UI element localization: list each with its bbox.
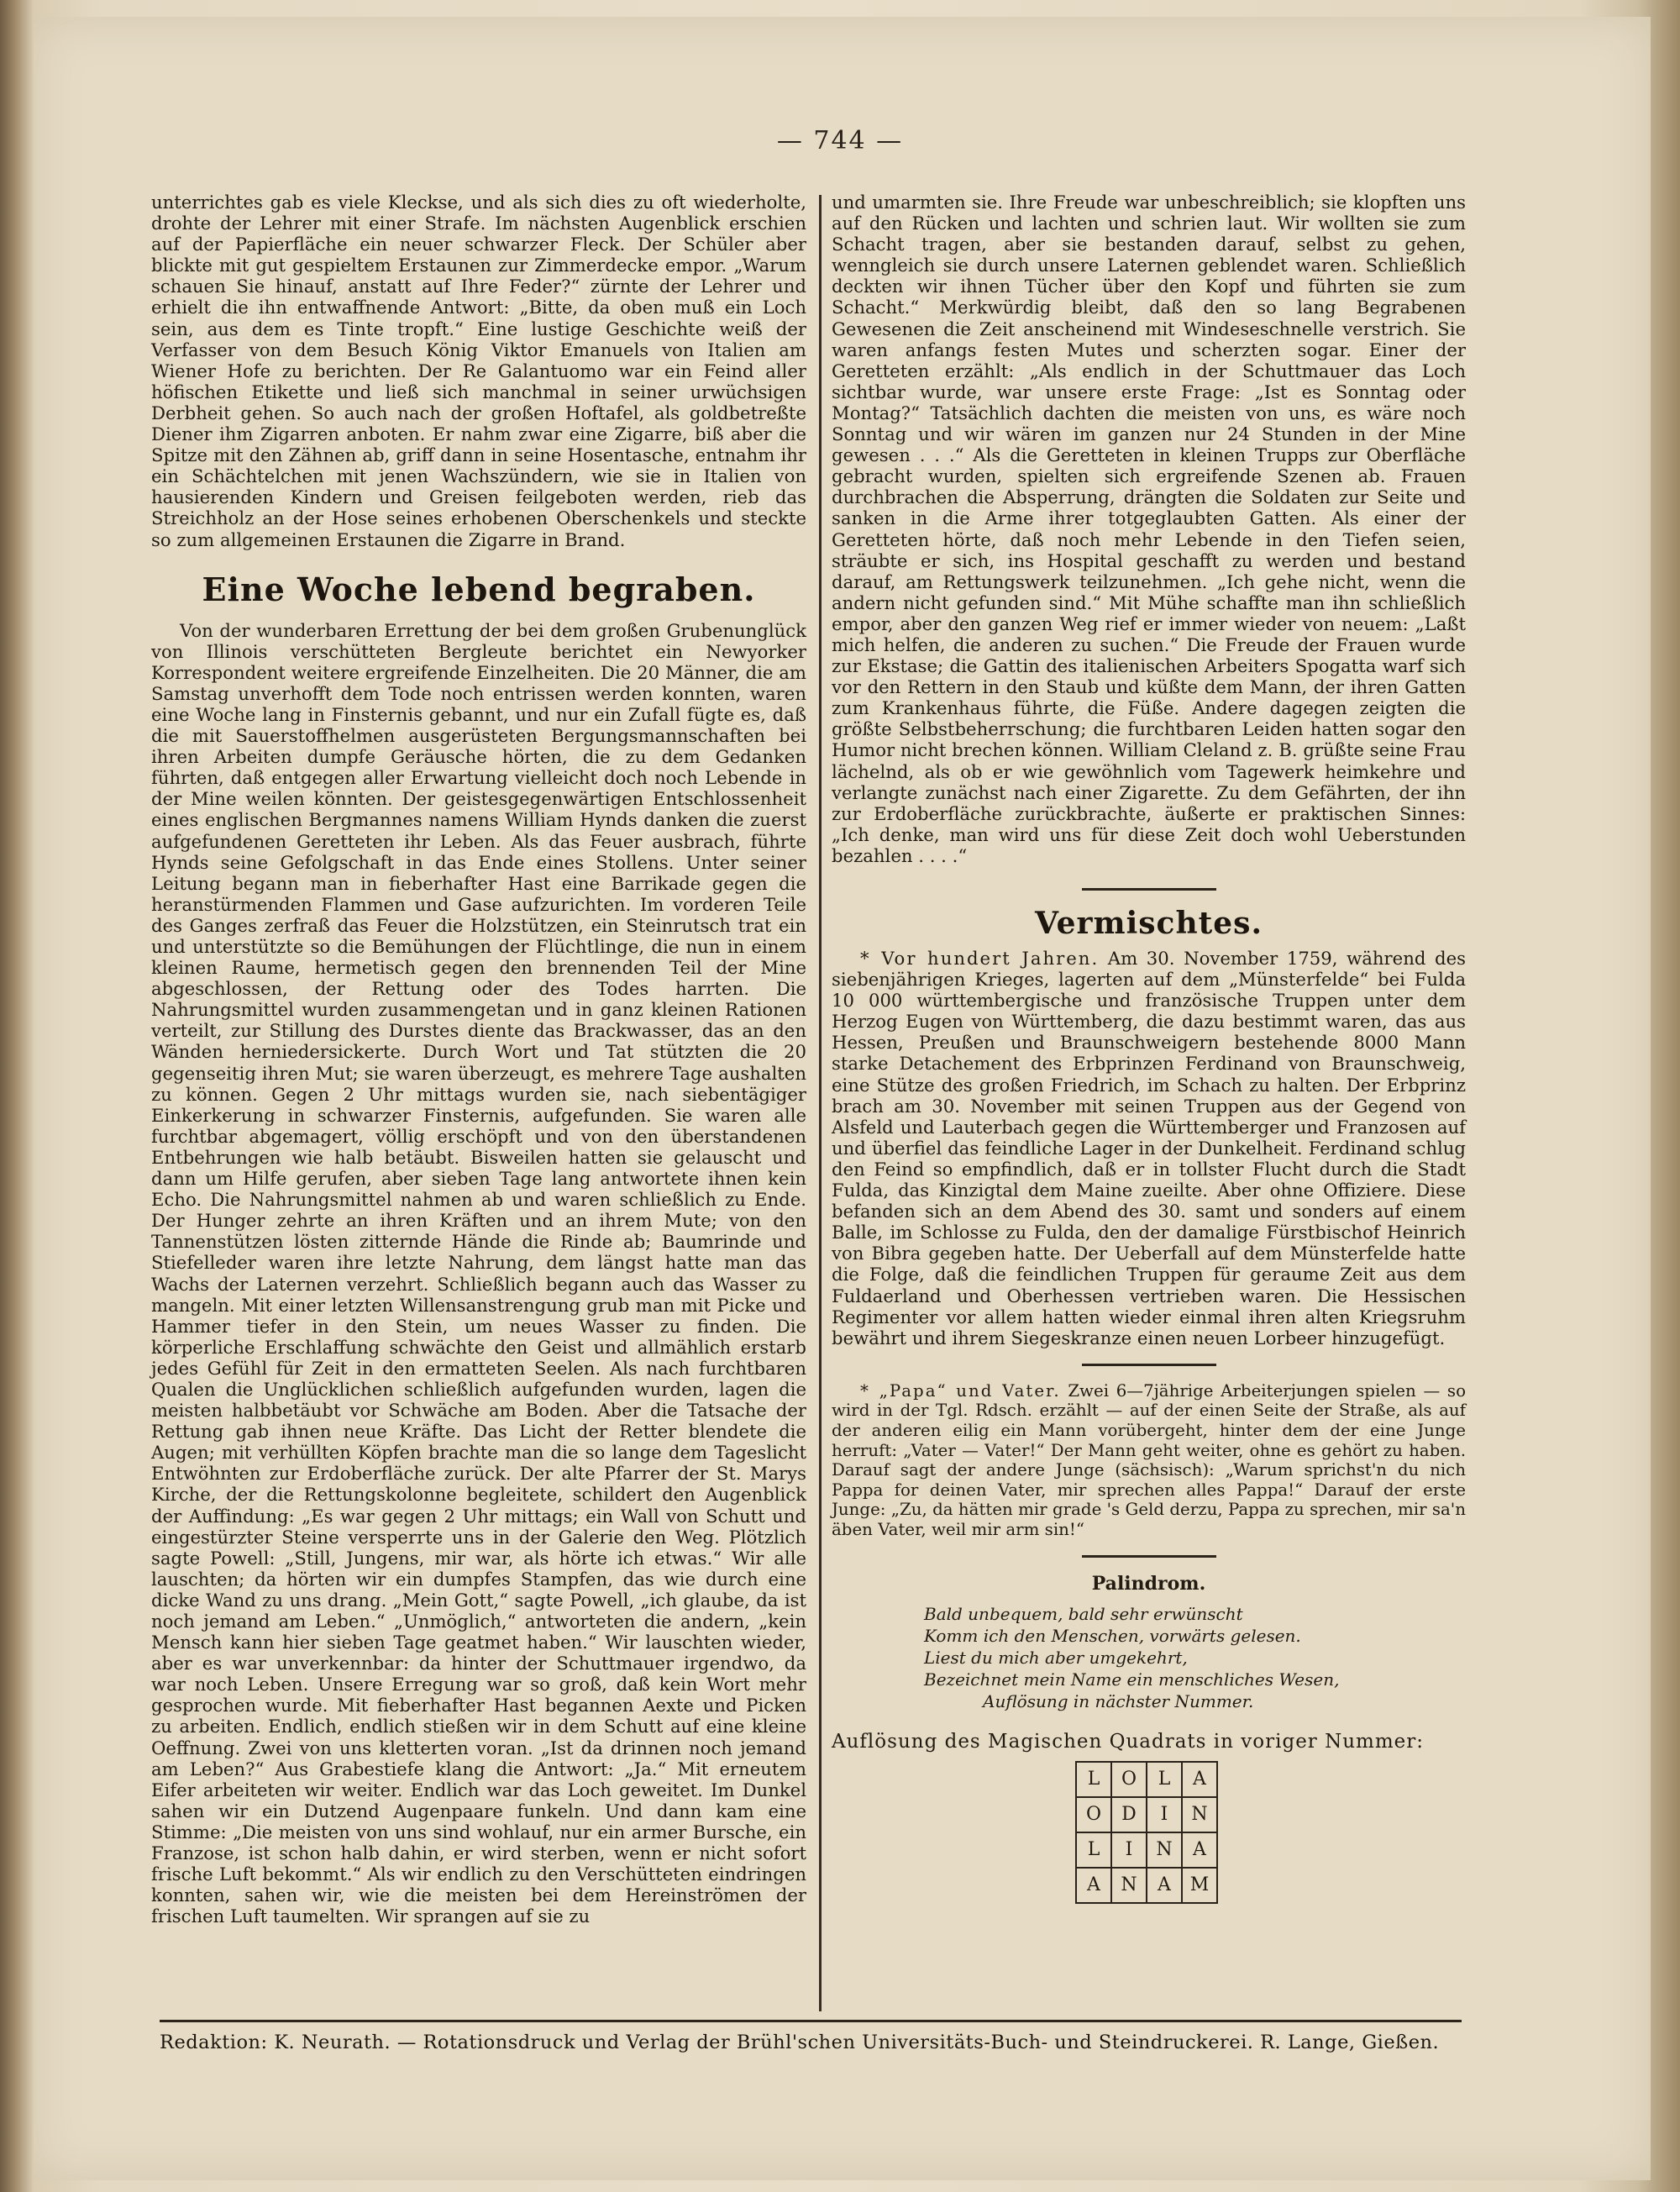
- palindrom-title: Palindrom.: [1091, 1572, 1206, 1595]
- square-cell: D: [1111, 1797, 1147, 1832]
- square-cell: L: [1147, 1762, 1182, 1797]
- poem-line: Bezeichnet mein Name ein menschliches Wesen,: [924, 1669, 1340, 1690]
- square-cell: O: [1111, 1762, 1147, 1797]
- right-column: [832, 192, 1466, 1904]
- square-cell: O: [1076, 1797, 1111, 1832]
- square-row: [1076, 1868, 1217, 1903]
- section-title-miscellany: Vermischtes.: [1035, 906, 1263, 941]
- square-cell: N: [1111, 1868, 1147, 1903]
- square-cell: A: [1182, 1832, 1217, 1868]
- square-cell: M: [1182, 1868, 1217, 1903]
- column-divider: [819, 195, 822, 2011]
- article-title-buried: Eine Woche lebend begraben.: [202, 570, 756, 608]
- article-body-buried: Von der wunderbaren Errettung der bei dem großen Grubenunglück von Illinois verschütteten Bergleute berichtet ein Newyorker Korrespondent weitere ergreifende Einzelheiten. Die 20 Männer, die am Samstag unverhofft dem Tode noch entrissen werden konnten, waren eine Woche lang in Finsternis gebannt, und nur ein Zufall fügte es, daß die mit Sauerstoffhelmen ausgerüsteten Bergungsmannschaften bei ihren Arbeiten dumpfe Geräusche hörten, die zu dem Gedanken führten, daß entgegen aller Erwartung vielleicht doch noch Lebende in der Mine weilen könnten. Der geistesgegenwärtigen Entschlossenheit eines englischen Bergmannes namens William Hynds danken die zuerst aufgefundenen Geretteten ihr Leben. Als das Feuer ausbrach, führte Hynds seine Gefolgschaft in das Ende eines Stollens. Unter seiner Leitung begann man in fieberhafter Hast eine Barrikade gegen die heranstürmenden Flammen und Gase aufzurichten. Im vorderen Teile des Ganges zerfraß das Feuer die Holzstützen, ein Steinrutsch trat ein und unterstützte so die Bemühungen der Flüchtlinge, die nun in einem kleinen Raume, hermetisch gegen den brennenden Teil der Mine abgeschlossen, der Rettung oder des Todes harrten. Die Nahrungsmittel wurden zusammengetan und in ganz kleinen Rationen verteilt, zur Stillung des Durstes diente das Brackwasser, das an den Wänden herniedersickerte. Durch Wort und Tat stützten die 20 gegenseitig ihren Mut; sie waren überzeugt, es mehrere Tage aushalten zu können. Gegen 2 Uhr mittags wurden sie, nach siebentägiger Einkerkerung in schwarzer Finsternis, aufgefunden. Sie waren alle furchtbar abgemagert, völlig erschöpft und von den überstandenen Entbehrungen wie halb betäubt. Bisweilen hatten sie gelauscht und dann um Hilfe gerufen, aber sieben Tage lang antwortete ihnen kein Echo. Die Nahrungsmittel nahmen ab und waren schließlich zu Ende. Der Hunger zehrte an ihren Kräften und an ihrem Mute; von den Tannenstützen lösten zitternde Hände die Rinde ab; Baumrinde und Stiefelleder waren ihre letzte Nahrung, dem längst hatte man das Wachs der Laternen verzehrt. Schließlich begann auch das Wasser zu mangeln. Mit einer letzten Willensanstrengung grub man mit Picke und Hammer tiefer in den Stein, um neues Wasser zu finden. Die körperliche Erschlaffung schwächte den Geist und allmählich erstarb jedes Gefühl für Zeit in den ermatteten Seelen. Als nach furchtbaren Qualen die Unglücklichen schließlich aufgefunden wurden, lagen die meisten halbbetäubt vor Schwäche am Boden. Aber die Tatsache der Rettung gab ihnen neue Kräfte. Das Licht der Retter blendete die Augen; mit verhüllten Köpfen brachte man die so lange dem Tageslicht Entwöhnten zur Erdoberfläche zurück. Der alte Pfarrer der St. Marys Kirche, der die Rettungskolonne begleitete, schildert den Augenblick der Auffindung: „Es war gegen 2 Uhr mittags; ein Wall von Schutt und eingestürzter Steine versperrte uns in der Galerie den Weg. Plötzlich sagte Powell: „Still, Jungens, mir war, als hörte ich etwas.“ Wir alle lauschten; da hörten wir ein dumpfes Stampfen, das wie durch eine dicke Wand zu uns drang. „Mein Gott,“ sagte Powell, „ich glaube, da ist noch jemand am Leben.“ „Unmöglich,“ antworteten die andern, „kein Mensch kann hier sieben Tage geatmet haben.“ Wir lauschten wieder, aber es war unverkennbar: da hinter der Schuttmauer irgendwo, da war noch Leben. Unsere Erregung war so groß, daß kein Wort mehr gesprochen wurde. Mit fieberhafter Hast begannen Aexte und Picken zu arbeiten. Endlich, endlich stießen wir in dem Schutt auf eine kleine Oeffnung. Zwei von uns kletterten voran. „Ist da drinnen noch jemand am Leben?“ Aus Grabestiefe klang die Antwort: „Ja.“ Mit erneutem Eifer arbeiteten wir weiter. Endlich war das Loch geweitet. Im Dunkel sahen wir ein Dutzend Augenpaare funkeln. Und dann kam eine Stimme: „Die meisten von uns sind wohlauf, nur ein armer Bursche, ein Franzose, ist schon halb dahin, er wird sterben, wenn er nicht sofort frische Luft bekommt.“ Als wir endlich zu den Verschütteten eindringen konnten, sahen wir, wie die meisten bei dem Hereinströmen der frischen Luft taumelten. Wir sprangen auf sie zu: [151, 619, 806, 1927]
- item-rule: [1082, 1364, 1216, 1366]
- magic-square-title: Auflösung des Magischen Quadrats in voriger Nummer:: [832, 1730, 1425, 1753]
- item-papa-vater-body: Zwei 6—7jährige Arbeiterjungen spielen — so wird in der Tgl. Rdsch. erzählt — auf der einen Seite der Straße, als auf der anderen eilig ein Mann vorübergeht, hinter dem der eine Junge herruft: „Vater — Vater!“ Der Mann geht weiter, ohne es gehört zu haben. Darauf sagt der andere Junge (sächsisch): „Warum sprichst'n du nich Pappa for deinen Vater, mir sprechen alles Pappa!“ Darauf der erste Junge: „Zu, da hätten mir grade 's Geld derzu, Pappa zu sprechen, mir sa'n äben Vater, weil mir arm sin!“: [832, 1380, 1466, 1539]
- square-cell: L: [1076, 1832, 1111, 1868]
- magic-square: [1075, 1761, 1218, 1904]
- poem-line: Auflösung in nächster Nummer.: [983, 1690, 1254, 1711]
- square-cell: A: [1182, 1762, 1217, 1797]
- item-papa-vater: [832, 1381, 1466, 1540]
- item-hundred-years-lead: * Vor hundert Jahren.: [860, 948, 1100, 969]
- square-cell: I: [1111, 1832, 1147, 1868]
- square-cell: L: [1076, 1762, 1111, 1797]
- item-papa-vater-lead: * „Papa“ und Vater.: [860, 1380, 1061, 1401]
- poem-line: Liest du mich aber umgekehrt,: [924, 1647, 1188, 1668]
- section-rule: [1082, 888, 1216, 891]
- square-row: [1076, 1762, 1217, 1797]
- poem-line: Komm ich den Menschen, vorwärts gelesen.: [924, 1625, 1301, 1646]
- left-column: [151, 192, 806, 1927]
- page-number: — 744 —: [776, 126, 904, 155]
- item-hundred-years: [832, 948, 1466, 1348]
- imprint-footer: Redaktion: K. Neurath. — Rotationsdruck und Verlag der Brühl'schen Universitäts-Buch- und Steindruckerei. R. Lange, Gießen.: [160, 2032, 1440, 2053]
- square-cell: I: [1147, 1797, 1182, 1832]
- poem-line: Bald unbequem, bald sehr erwünscht: [924, 1603, 1243, 1624]
- footer-rule: [160, 2020, 1462, 2022]
- item-hundred-years-body: Am 30. November 1759, während des siebenjährigen Krieges, lagerten auf dem „Münsterfelde“ bei Fulda 10 000 württembergische und französische Truppen unter dem Herzog Eugen von Württemberg, die dazu bestimmt waren, das aus Hessen, Preußen und Braunschweigern bestehende 8000 Mann starke Detachement des Erbprinzen Ferdinand von Braunschweig, eine Stütze des großen Friedrich, im Schach zu halten. Der Erbprinz brach am 30. November mit seinen Truppen aus der Gegend von Alsfeld und Lauterbach gegen die Württemberger und Franzosen auf und überfiel das feindliche Lager in der Dunkelheit. Ferdinand schlug den Feind so empfindlich, daß er in tollster Flucht durch die Stadt Fulda, das Kinzigtal dem Maine zueilte. Aber ohne Offiziere. Diese befanden sich an dem Abend des 30. samt und sonders auf einem Balle, im Schlosse zu Fulda, den der damalige Fürstbischof Heinrich von Bibra gegeben hatte. Der Ueberfall auf dem Münsterfelde hatte die Folge, daß die feindlichen Truppen für geraume Zeit aus dem Fuldaerland und Oberhessen vertrieben waren. Die Hessischen Regimenter vor allem hatten wieder einmal ihren alten Kriegsruhm bewährt und ihrem Siegeskranze einen neuen Lorbeer hinzugefügt.: [832, 948, 1466, 1348]
- left-paragraph-continuation: unterrichtes gab es viele Kleckse, und als sich dies zu oft wiederholte, drohte der Lehrer mit einer Strafe. Im nächsten Augenblick erschien auf der Papierfläche ein neuer schwarzer Fleck. Der Schüler aber blickte mit gut gespieltem Erstaunen zur Zimmerdecke empor. „Warum schauen Sie hinauf, anstatt auf Ihre Feder?“ zürnte der Lehrer und erhielt die ihn entwaffnende Antwort: „Bitte, da oben muß ein Loch sein, aus dem es Tinte tropft.“ Eine lustige Geschichte weiß der Verfasser von dem Besuch König Viktor Emanuels von Italien am Wiener Hofe zu berichten. Der Re Galantuomo war ein Feind aller höfischen Etikette und ließ sich manchmal in seiner urwüchsigen Derbheit gehen. So auch nach der großen Hoftafel, als goldbetreßte Diener ihm Zigarren anboten. Er nahm zwar eine Zigarre, biß aber die Spitze mit den Zähnen ab, griff dann in seine Hosentasche, entnahm ihr ein Schächtelchen mit jenen Wachszündern, wie sie in Italien von hausierenden Kindern und Greisen feilgeboten werden, rieb das Streichholz an der Hose seines erhobenen Oberschenkels und steckte so zum allgemeinen Erstaunen die Zigarre in Brand.: [151, 192, 806, 550]
- square-cell: A: [1147, 1868, 1182, 1903]
- square-cell: N: [1147, 1832, 1182, 1868]
- square-row: [1076, 1797, 1217, 1832]
- square-row: [1076, 1832, 1217, 1868]
- right-paragraph-continuation: und umarmten sie. Ihre Freude war unbeschreiblich; sie klopften uns auf den Rücken und lachten und schrien laut. Wir wollten sie zum Schacht tragen, aber sie bestanden darauf, selbst zu gehen, wenngleich sie durch unsere Laternen geblendet waren. Schließlich deckten wir ihnen Tücher über den Kopf und führten sie zum Schacht.“ Merkwürdig bleibt, daß den so lang Begrabenen Gewesenen die Zeit anscheinend mit Windeseschnelle verstrich. Sie waren anfangs festen Mutes und scherzten sogar. Einer der Geretteten erzählt: „Als endlich in der Schuttmauer das Loch sichtbar wurde, war unsere erste Frage: „Ist es Sonntag oder Montag?“ Tatsächlich dachten die meisten von uns, es wäre noch Sonntag und wir wären im ganzen nur 24 Stunden in der Mine gewesen . . .“ Als die Geretteten in kleinen Trupps zur Oberfläche gebracht wurden, spielten sich ergreifende Szenen ab. Frauen durchbrachen die Absperrung, drängten die Soldaten zur Seite und sanken in die Arme ihrer totgeglaubten Gatten. Als einer der Geretteten hörte, daß noch mehr Lebende in den Tiefen seien, sträubte er sich, ins Hospital geschafft zu werden und bestand darauf, am Rettungswerk teilzunehmen. „Ich gehe nicht, wenn die andern nicht gefunden sind.“ Mit Mühe schaffte man ihn schließlich empor, aber den ganzen Weg rief er immer wieder von neuem: „Laßt mich helfen, die anderen zu suchen.“ Die Freude der Frauen wurde zur Ekstase; die Gattin des italienischen Arbeiters Spogatta warf sich vor den Rettern in den Staub und küßte dem Mann, der ihren Gatten zum Krankenhaus führte, die Füße. Andere dagegen zeigten die größte Selbstbeherrschung; die furchtbaren Leiden hatten sogar den Humor nicht brechen können. William Cleland z. B. grüßte seine Frau lächelnd, als ob er wie gewöhnlich vom Tagewerk heimkehre und verlangte zunächst nach einer Zigarette. Zu dem Gefährten, der ihn zur Erdoberfläche zurückbrachte, äußerte er praktischen Sinnes: „Ich denke, man wird uns für diese Zeit doch wohl Ueberstunden bezahlen . . . .“: [832, 192, 1466, 866]
- square-cell: N: [1182, 1797, 1217, 1832]
- item-rule: [1082, 1555, 1216, 1558]
- palindrom-poem: [924, 1603, 1466, 1712]
- square-cell: A: [1076, 1868, 1111, 1903]
